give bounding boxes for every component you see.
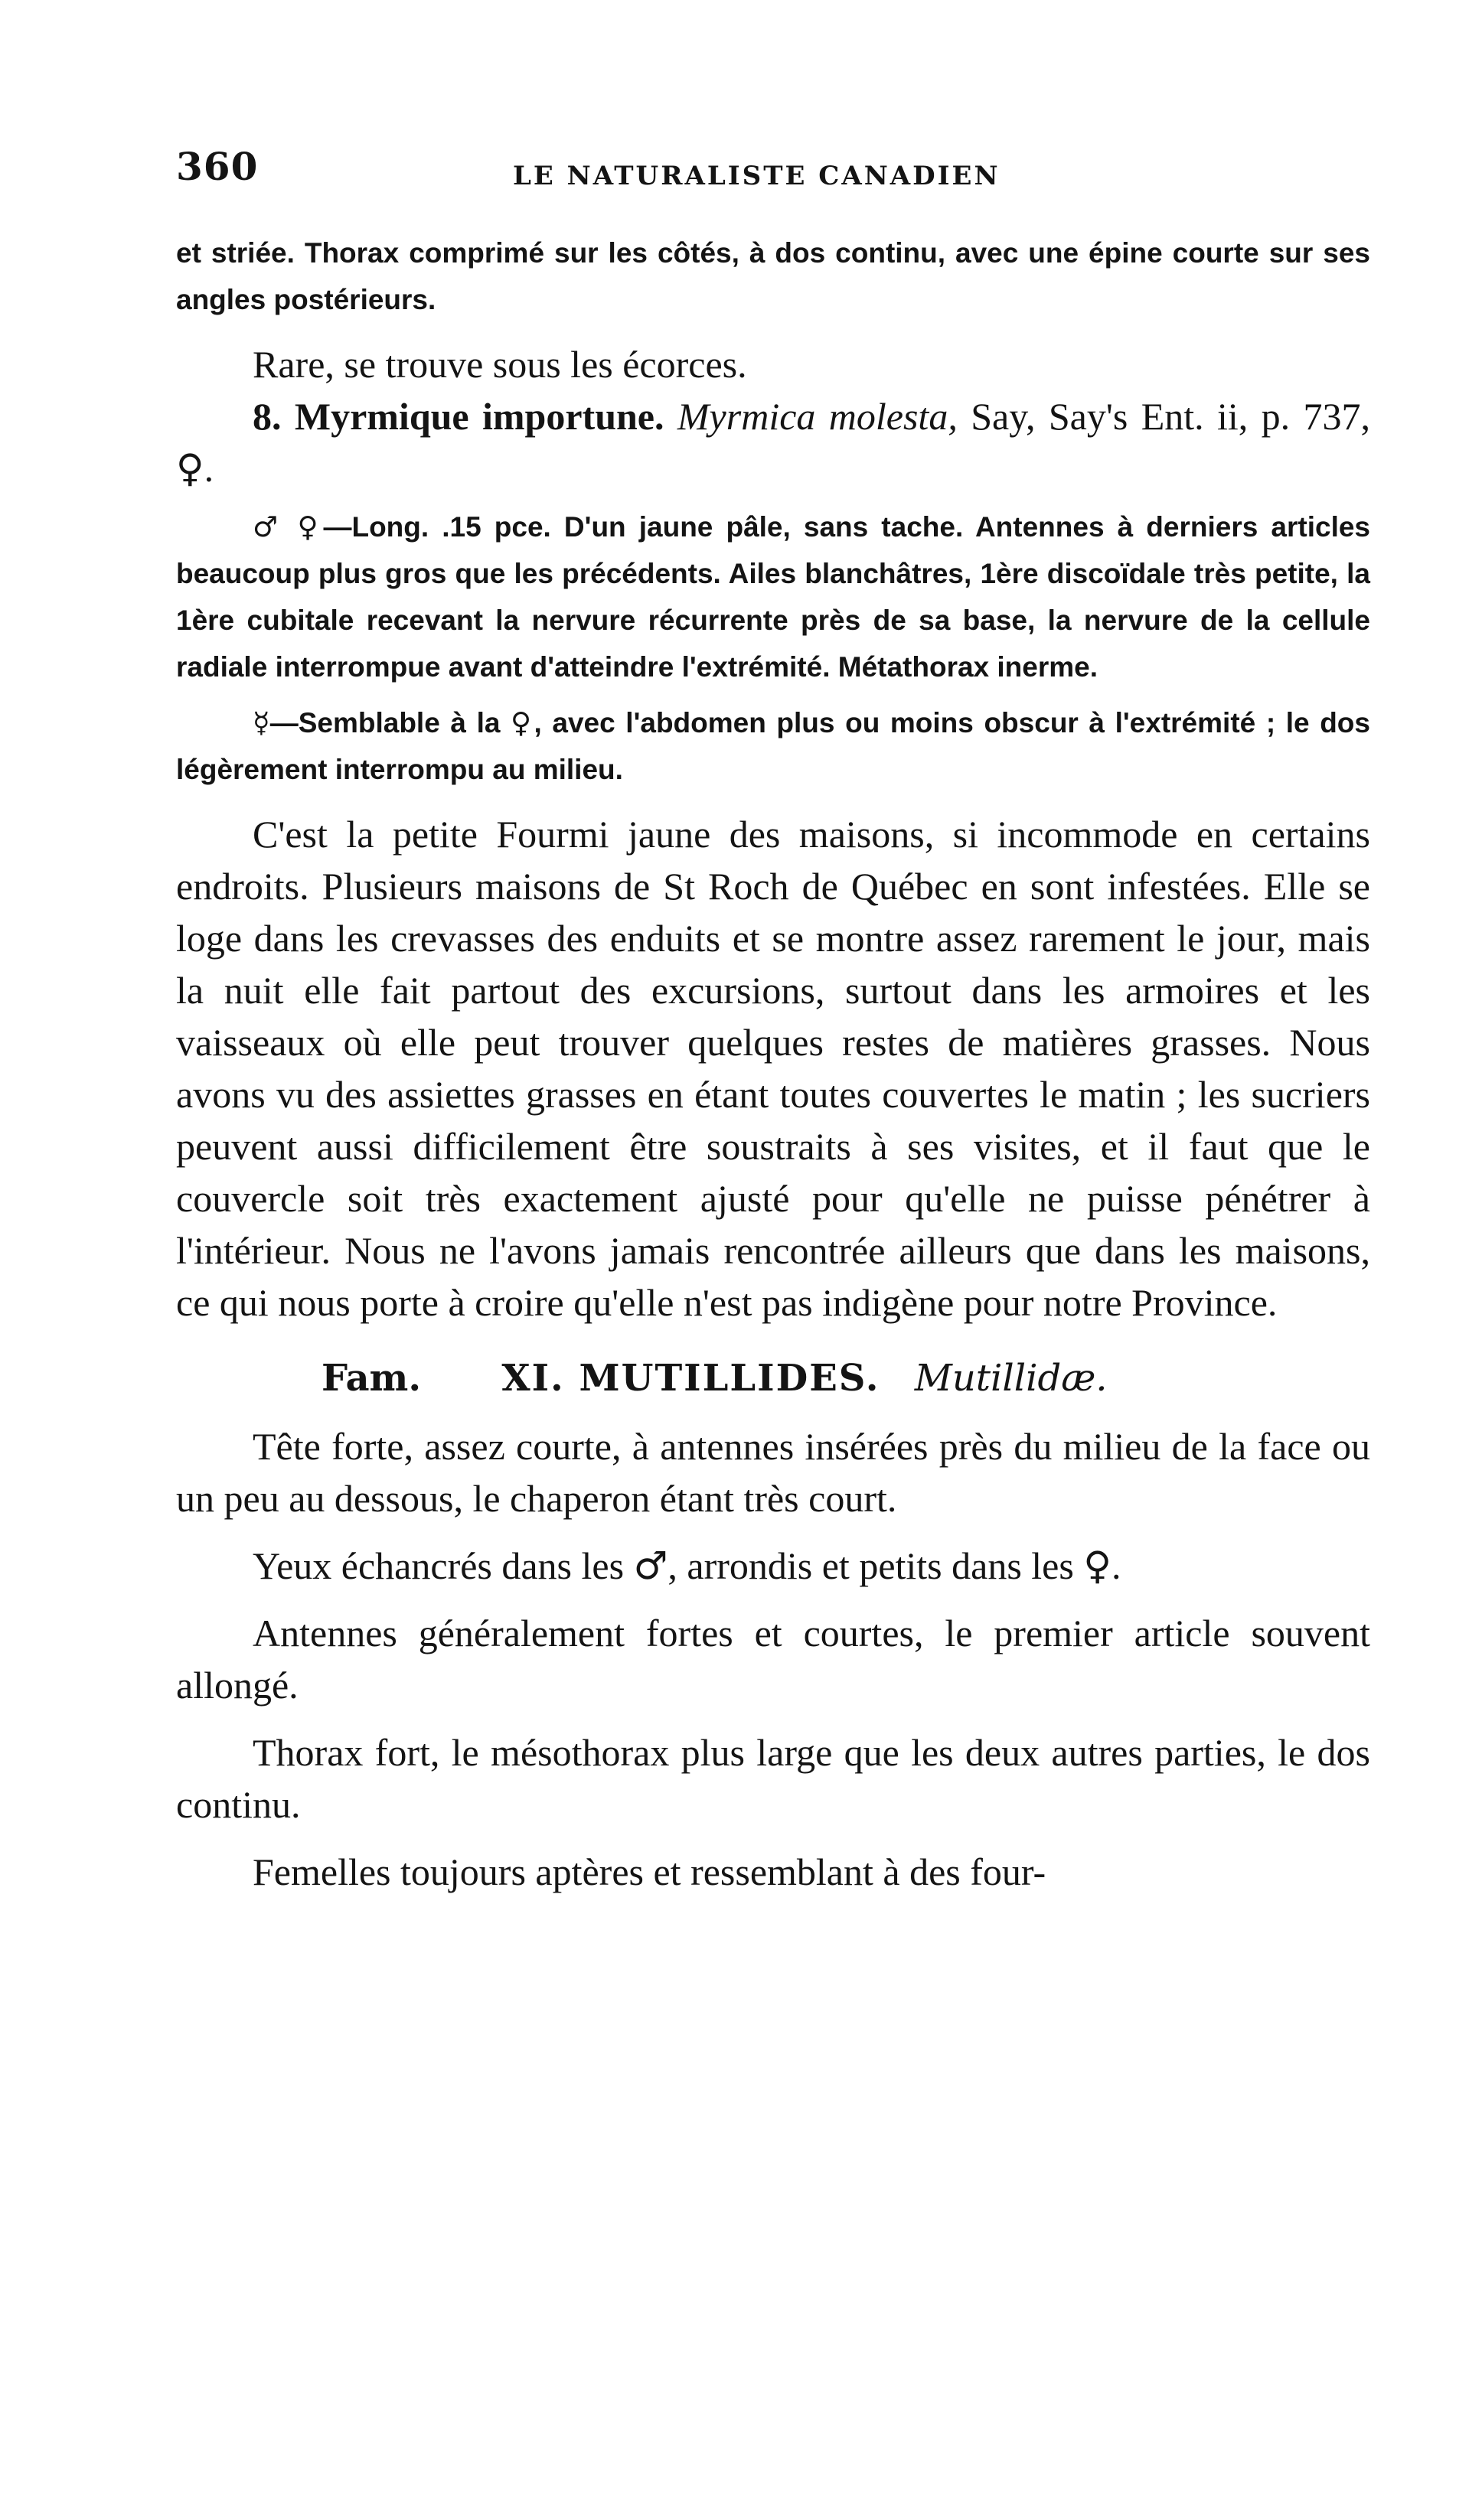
- page-number: 360: [176, 144, 259, 189]
- worker-description: [176, 699, 1370, 793]
- family-name: XI. MUTILLIDES.: [501, 1357, 880, 1400]
- female-symbol: ♀: [1083, 1544, 1112, 1588]
- species-number: 8.: [253, 395, 282, 438]
- paragraph-females: Femelles toujours aptères et ressemblant à des four-: [253, 1850, 1046, 1893]
- male-female-symbols: ♂ ♀: [253, 510, 324, 543]
- species-description-text: —Long. .15 pce. D'un jaune pâle, sans tache. Antennes à derniers articles beaucoup plus gros que les précédents. Ailes blanchâtres, 1ère discoïdale très petite, la 1ère cubitale recevant la nervure récurrente près de sa base, la nervure de la cellule radiale interrompue avant d'atteindre l'extrémité. Métathorax inerme.: [176, 511, 1371, 683]
- worker-symbol: ☿: [253, 706, 270, 739]
- body-text: [176, 230, 1370, 1898]
- worker-text-a: —Semblable à la: [269, 707, 501, 738]
- paragraph-observations: C'est la petite Fourmi jaune des maisons, si incommode en certains endroits. Plusieurs maisons de St Roch de Québec en sont infestées. Elle se loge dans les crevasses des enduits et se montre assez rarement le jour, mais la nuit elle fait partout des excursions, surtout dans les armoires et les vaisseaux où elle peut trouver quelques restes de matières grasses. Nous avons vu des assiettes grasses en étant toutes couvertes le matin ; les sucriers peuvent aussi difficilement être soustraits à ses visites, et il faut que le couvercle soit très exactement ajusté pour qu'elle ne puisse pénétrer à l'intérieur. Nous ne l'avons jamais rencontrée ailleurs que dans les maisons, ce qui nous porte à croire qu'elle n'est pas indigène pour notre Province.: [176, 813, 1370, 1324]
- worker-text-b: , avec l'abdomen plus ou moins obscur à l'extrémité ; le dos légèrement interrompu au milieu.: [176, 707, 1370, 785]
- page-header: [176, 144, 1378, 205]
- paragraph-thorax: Thorax fort, le mésothorax plus large que les deux autres parties, le dos continu.: [176, 1731, 1370, 1826]
- paragraph-habitat: Rare, se trouve sous les écorces.: [253, 343, 747, 386]
- eyes-text-b: , arrondis et petits dans les: [668, 1544, 1074, 1587]
- running-title: LE NATURALISTE CANADIEN: [513, 161, 1001, 191]
- male-symbol: ♂: [633, 1544, 668, 1588]
- species-description: [176, 504, 1370, 690]
- paragraph-antennae: Antennes généralement fortes et courtes, le premier article souvent allongé.: [176, 1612, 1370, 1707]
- species-name: Myrmique importune.: [294, 395, 664, 438]
- species-latin-name: Myrmica molesta,: [677, 395, 958, 438]
- eyes-text-a: Yeux échancrés dans les: [253, 1544, 625, 1587]
- family-heading: [176, 1351, 1370, 1405]
- female-symbol: ♀: [511, 706, 534, 739]
- family-latin-name: Mutillidæ.: [914, 1357, 1108, 1400]
- paragraph-head: Tête forte, assez courte, à antennes insérées près du milieu de la face ou un peu au dessous, le chaperon étant très court.: [176, 1425, 1370, 1520]
- species-heading-end: .: [204, 447, 214, 490]
- paragraph-eyes: [176, 1540, 1370, 1592]
- species-citation: Say, Say's Ent. ii, p. 737,: [971, 395, 1371, 438]
- female-symbol: ♀: [176, 446, 204, 491]
- species-heading: [176, 390, 1370, 494]
- family-label: Fam.: [322, 1357, 422, 1400]
- paragraph-continuation: et striée. Thorax comprimé sur les côtés, à dos continu, avec une épine courte sur ses angles postérieurs.: [176, 237, 1370, 315]
- eyes-end: .: [1111, 1544, 1121, 1587]
